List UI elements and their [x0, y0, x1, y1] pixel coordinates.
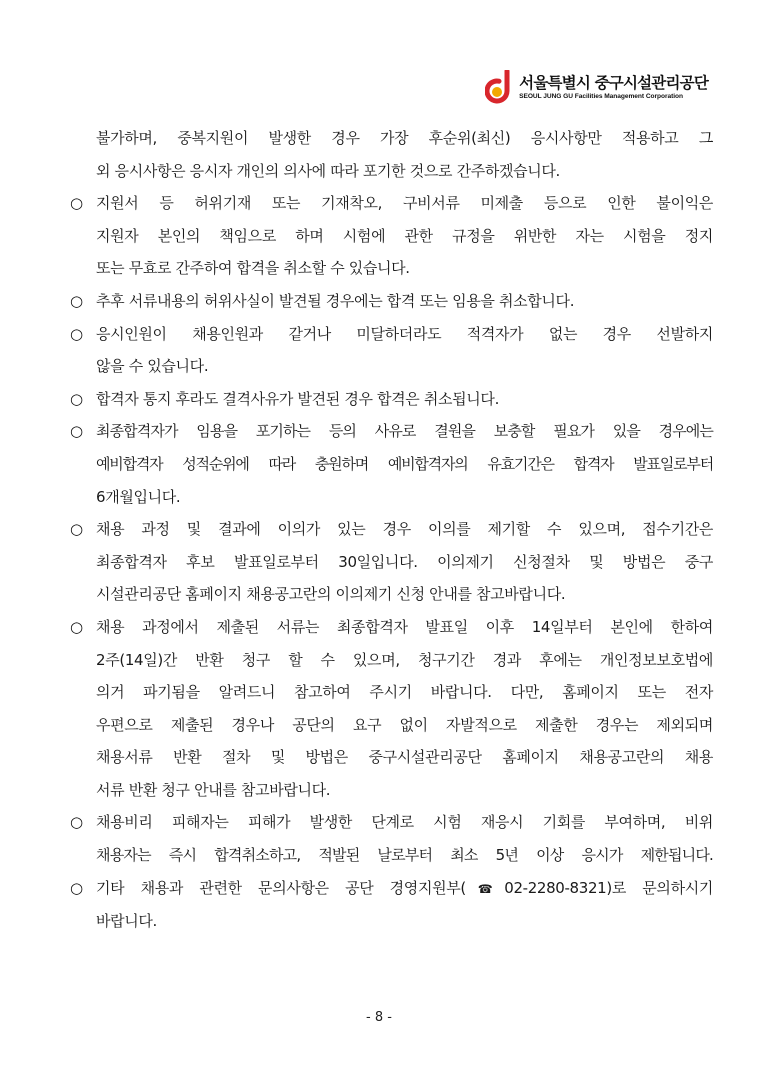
- text-line: 시설관리공단 홈페이지 채용공고란의 이의제기 신청 안내를 참고바랍니다.: [96, 585, 566, 604]
- page-number: - 8 -: [366, 1010, 392, 1025]
- notice-item: [70, 383, 713, 416]
- circle-bullet-icon: ○: [70, 422, 84, 441]
- text-line: 채용 과정에서 제출된 서류는 최종합격자 발표일 이후 14일부터 본인에 한하여: [96, 617, 713, 636]
- org-name-english: SEOUL JUNG GU Facilities Management Corporation: [519, 92, 684, 100]
- text-line: 예비합격자 성적순위에 따라 충원하며 예비합격자의 유효기간은 합격자 발표일로부터: [96, 454, 713, 473]
- corporation-logo-icon: [485, 70, 515, 104]
- text-line: 우편으로 제출된 경우나 공단의 요구 없이 자발적으로 제출한 경우는 제외되며: [96, 715, 713, 734]
- text-line: 6개월입니다.: [96, 487, 181, 506]
- text-line: 불가하며, 중복지원이 발생한 경우 가장 후순위(최신) 응시사항만 적용하고 그: [96, 129, 713, 147]
- text-line: 추후 서류내용의 허위사실이 발견될 경우에는 합격 또는 임용을 취소합니다.: [96, 291, 575, 310]
- contact-text-before: 기타 채용과 관련한 문의사항은 공단 경영지원부(: [96, 878, 466, 897]
- text-line: 채용자는 즉시 합격취소하고, 적발된 날로부터 최소 5년 이상 응시가 제한됩니다.: [96, 846, 713, 865]
- text-line: 2주(14일)간 반환 청구 할 수 있으며, 청구기간 경과 후에는 개인정보보호법에: [96, 650, 713, 669]
- text-line: 의거 파기됨을 알려드니 참고하여 주시기 바랍니다. 다만, 홈페이지 또는 전자: [96, 683, 713, 702]
- text-line: 서류 반환 청구 안내를 참고바랍니다.: [96, 780, 331, 799]
- circle-bullet-icon: ○: [70, 520, 84, 539]
- page-header: [485, 70, 708, 104]
- notice-item: [70, 187, 713, 285]
- notice-item: [70, 415, 713, 513]
- document-body: [70, 122, 713, 938]
- circle-bullet-icon: ○: [70, 324, 84, 343]
- circle-bullet-icon: ○: [70, 194, 84, 213]
- text-line: 또는 무효로 간주하여 합격을 취소할 수 있습니다.: [96, 259, 410, 278]
- text-line: 응시인원이 채용인원과 같거나 미달하더라도 적격자가 없는 경우 선발하지: [96, 324, 713, 343]
- contact-notice-item: [70, 872, 713, 938]
- circle-bullet-icon: ○: [70, 813, 84, 832]
- notice-item: [70, 611, 713, 807]
- circle-bullet-icon: ○: [70, 878, 84, 897]
- circle-bullet-icon: ○: [70, 291, 84, 310]
- text-line: 최종합격자 후보 발표일로부터 30일입니다. 이의제기 신청절차 및 방법은 중구: [96, 552, 713, 571]
- text-line: 채용 과정 및 결과에 이의가 있는 경우 이의를 제기할 수 있으며, 접수기간은: [96, 520, 713, 539]
- text-line: 지원자 본인의 책임으로 하며 시험에 관한 규정을 위반한 자는 시험을 정지: [96, 226, 713, 245]
- text-line: 채용비리 피해자는 피해가 발생한 단계로 시험 재응시 기회를 부여하며, 비위: [96, 813, 713, 832]
- text-line: 채용서류 반환 절차 및 방법은 중구시설관리공단 홈페이지 채용공고란의 채용: [96, 748, 713, 767]
- phone-icon: ☎: [465, 881, 505, 896]
- text-line: 외 응시사항은 응시자 개인의 의사에 따라 포기한 것으로 간주하겠습니다.: [96, 161, 560, 180]
- text-line: 합격자 통지 후라도 결격사유가 발견된 경우 합격은 취소됩니다.: [96, 389, 499, 408]
- contact-line: [96, 872, 713, 906]
- notice-item: [70, 513, 713, 611]
- notice-item: [70, 318, 713, 383]
- text-line: 바랍니다.: [96, 912, 157, 931]
- phone-number: 02-2280-8321: [504, 878, 607, 897]
- circle-bullet-icon: ○: [70, 617, 84, 636]
- circle-bullet-icon: ○: [70, 389, 84, 408]
- text-line: 지원서 등 허위기재 또는 기재착오, 구비서류 미제출 등으로 인한 불이익은: [96, 194, 713, 213]
- org-name-korean: 서울특별시 중구시설관리공단: [519, 73, 708, 92]
- notice-item: [70, 285, 713, 318]
- notice-item: [70, 806, 713, 871]
- continued-paragraph: [70, 122, 713, 187]
- text-line: 최종합격자가 임용을 포기하는 등의 사유로 결원을 보충할 필요가 있을 경우에는: [96, 422, 713, 441]
- text-line: 않을 수 있습니다.: [96, 357, 209, 376]
- logo-text: [519, 74, 708, 101]
- contact-text-after: )로 문의하시기: [606, 878, 713, 897]
